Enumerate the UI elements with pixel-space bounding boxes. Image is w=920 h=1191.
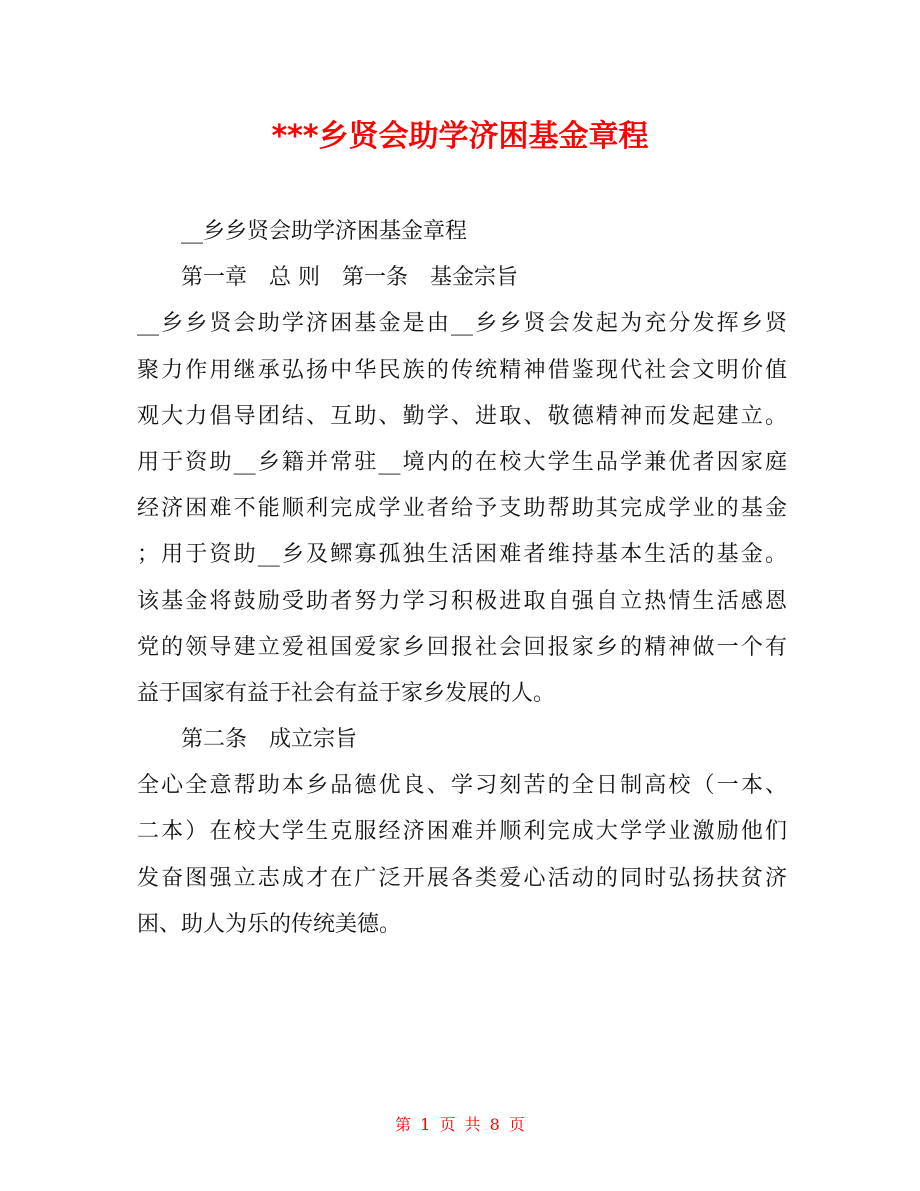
body-line: 第一章 总 则 第一条 基金宗旨 [181,265,518,291]
body-line: 全心全意帮助本乡品德优良、学习刻苦的全日制高校（一本、 [137,773,787,799]
body-line: 聚力作用继承弘扬中华民族的传统精神借鉴现代社会文明价值 [137,357,787,383]
body-line: __乡乡贤会助学济困基金章程 [181,219,468,244]
body-line: 发奋图强立志成才在广泛开展各类爱心活动的同时弘扬扶贫济 [137,865,787,891]
body-line: 困、助人为乐的传统美德。 [137,911,402,937]
body-line: ；用于资助__乡及鳏寡孤独生活困难者维持基本生活的基金。 [137,542,787,568]
page-number-footer: 第 1 页 共 8 页 [395,1115,525,1134]
document-body [137,209,787,948]
body-line: 经济困难不能顺利完成学业者给予支助帮助其完成学业的基金 [137,496,787,522]
body-line: 党的领导建立爱祖国爱家乡回报社会回报家乡的精神做一个有 [137,634,787,660]
body-line: 第二条 成立宗旨 [181,727,358,753]
body-line: __乡乡贤会助学济困基金是由__乡乡贤会发起为充分发挥乡贤 [137,311,787,337]
body-line: 用于资助__乡籍并常驻__境内的在校大学生品学兼优者因家庭 [137,449,787,475]
body-line: 该基金将鼓励受助者努力学习积极进取自强自立热情生活感恩 [137,588,787,614]
document-title: ***乡贤会助学济困基金章程 [271,119,649,154]
body-line: 观大力倡导团结、互助、勤学、进取、敬德精神而发起建立。 [137,403,787,429]
body-line: 益于国家有益于社会有益于家乡发展的人。 [137,680,556,706]
body-line: 二本）在校大学生克服经济困难并顺利完成大学学业激励他们 [137,819,787,845]
